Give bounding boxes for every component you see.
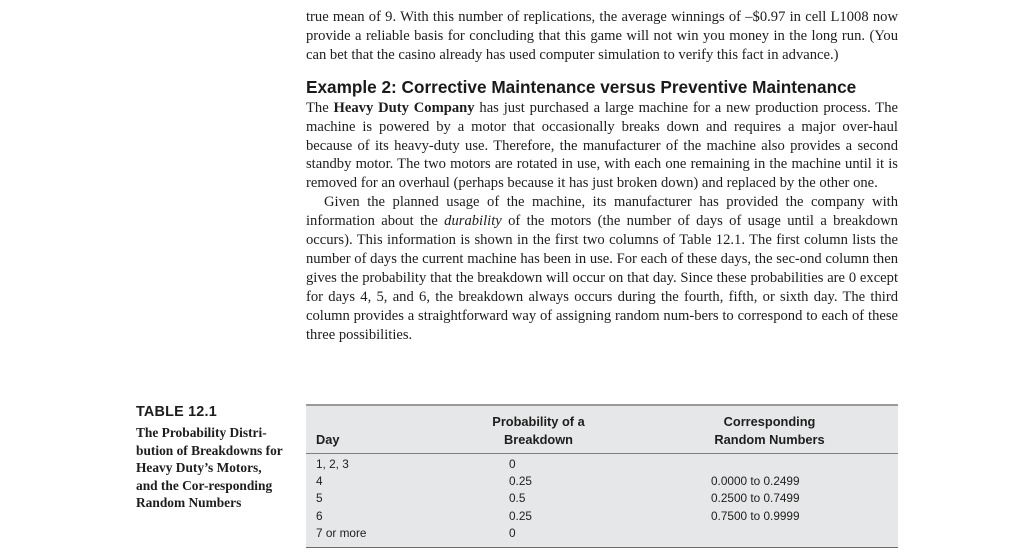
emphasis-durability: durability bbox=[444, 213, 502, 230]
cell-day: 7 or more bbox=[316, 525, 367, 540]
table-row bbox=[306, 456, 898, 473]
cell-probability: 0.25 bbox=[509, 508, 532, 523]
table-body bbox=[306, 456, 898, 542]
header-day: Day bbox=[316, 432, 340, 447]
cell-random-numbers: 0.2500 to 0.7499 bbox=[711, 491, 800, 506]
table-row bbox=[306, 473, 898, 490]
body-text bbox=[306, 8, 898, 345]
header-divider bbox=[306, 453, 898, 454]
paragraph-after-emphasis: of the motors (the number of days of usage until a breakdown occurs). This information is shown in the first two columns of Table 12.1. The first column lists the number of days the current machine has been in use. For each of these days, the sec-ond column then gives the probability that the breakdown will occur on that day. Since these probabilities are 0 except for days 4, 5, and 6, the breakdown always occurs during the fourth, fifth, or sixth day. The third column provides a straightforward way of assigning random num-bers to correspond to each of these three possibilities. bbox=[306, 213, 898, 343]
header-probability-line1: Probability of a bbox=[492, 414, 585, 429]
table-caption bbox=[136, 403, 286, 512]
intro-paragraph: true mean of 9. With this number of replications, the average winnings of –$0.97 in cell L1008 now provide a reliable basis for concluding that this game will not win you money in the long run. (You can bet that the casino already has used computer simulation to verify this fact in advance.) bbox=[306, 9, 898, 63]
cell-day: 5 bbox=[316, 491, 323, 506]
example-heading: Example 2: Corrective Maintenance versus Preventive Maintenance bbox=[306, 76, 857, 97]
paragraph-before-emphasis: Given the planned usage of the machine, its manufacturer has provided the company with information about the bbox=[306, 194, 898, 230]
header-probability bbox=[446, 413, 631, 448]
paragraph-heavy-duty bbox=[306, 99, 898, 194]
cell-probability: 0.5 bbox=[509, 491, 526, 506]
cell-day: 1, 2, 3 bbox=[316, 457, 349, 471]
header-probability-line2: Breakdown bbox=[504, 431, 573, 447]
table-row bbox=[306, 490, 898, 507]
paragraph-durability bbox=[306, 193, 898, 344]
table-description: The Probability Distri-bution of Breakdowns for Heavy Duty’s Motors, and the Cor-responding Random Numbers bbox=[136, 425, 283, 511]
cell-probability: 0.25 bbox=[509, 474, 532, 489]
cell-day: 4 bbox=[316, 474, 323, 489]
header-random-line2: Random Numbers bbox=[714, 431, 825, 447]
cell-random-numbers: 0.0000 to 0.2499 bbox=[711, 474, 800, 489]
paragraph-lead: The bbox=[306, 99, 334, 116]
cell-random-numbers: 0.7500 to 0.9999 bbox=[711, 508, 800, 523]
paragraph-rest: has just purchased a large machine for a new production process. The machine is powered by a motor that occasionally breaks down and requires a major over-haul because of its heavy-duty use. Therefore, the manufacturer of the machine also provides a second standby motor. The two motors are rotated in use, with each one remaining in the machine until it is removed for an overhaul (perhaps because it has just broken down) and replaced by the other one. bbox=[306, 99, 898, 192]
header-random-numbers bbox=[662, 413, 877, 448]
table-row bbox=[306, 508, 898, 525]
table-number: TABLE 12.1 bbox=[136, 404, 217, 420]
probability-table bbox=[306, 404, 898, 548]
cell-probability: 0 bbox=[509, 457, 516, 471]
cell-day: 6 bbox=[316, 508, 323, 523]
header-random-line1: Corresponding bbox=[723, 414, 816, 429]
cell-probability: 0 bbox=[509, 525, 516, 540]
company-name: Heavy Duty Company bbox=[333, 99, 475, 116]
table-row bbox=[306, 525, 898, 542]
